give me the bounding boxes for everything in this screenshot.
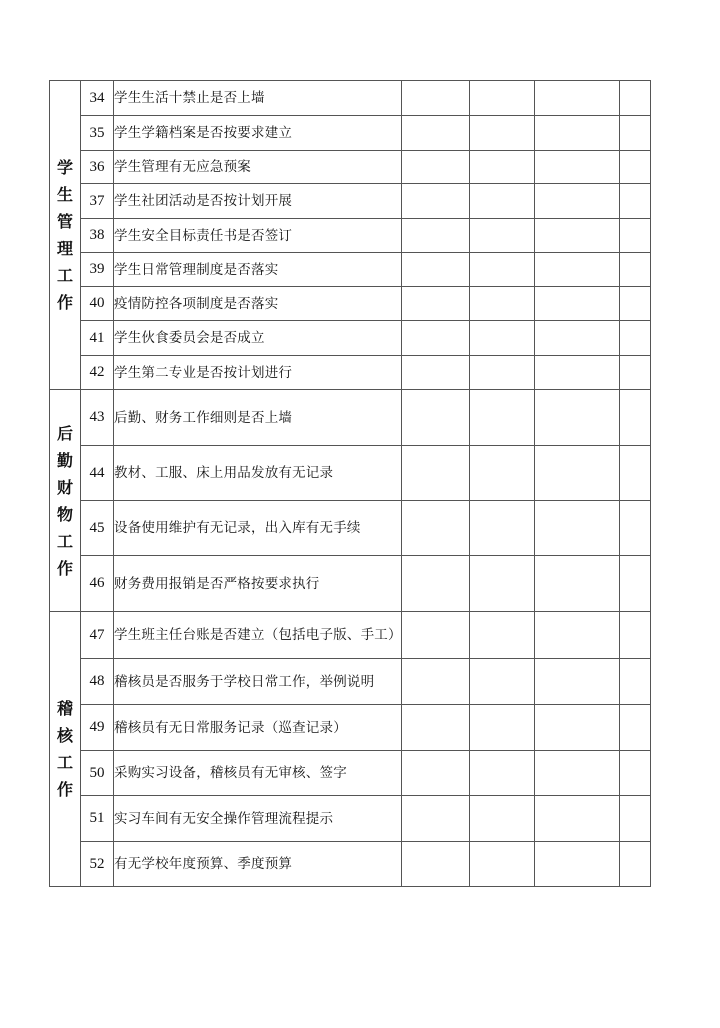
item-number: 49 [81, 705, 114, 751]
table-row [50, 796, 651, 842]
blank-entry-cell[interactable] [535, 356, 620, 390]
blank-entry-cell[interactable] [620, 287, 651, 321]
item-number: 41 [81, 321, 114, 356]
table-row [50, 321, 651, 356]
item-number: 50 [81, 751, 114, 796]
blank-entry-cell[interactable] [402, 705, 470, 751]
blank-entry-cell[interactable] [620, 501, 651, 556]
item-number: 39 [81, 253, 114, 287]
blank-entry-cell[interactable] [620, 390, 651, 446]
category-label: 稽 核 工 作 [56, 699, 73, 799]
item-description: 教材、工服、床上用品发放有无记录 [114, 446, 402, 501]
blank-entry-cell[interactable] [470, 446, 535, 501]
blank-entry-cell[interactable] [402, 356, 470, 390]
table-row [50, 705, 651, 751]
table-row [50, 287, 651, 321]
blank-entry-cell[interactable] [402, 321, 470, 356]
item-number: 40 [81, 287, 114, 321]
category-label: 学 生 管 理 工 作 [56, 158, 73, 312]
blank-entry-cell[interactable] [402, 184, 470, 219]
blank-entry-cell[interactable] [620, 446, 651, 501]
item-number: 47 [81, 612, 114, 659]
inspection-checklist-table [49, 80, 651, 887]
blank-entry-cell[interactable] [620, 184, 651, 219]
item-number: 44 [81, 446, 114, 501]
table-row [50, 390, 651, 446]
blank-entry-cell[interactable] [470, 796, 535, 842]
table-row [50, 556, 651, 612]
blank-entry-cell[interactable] [402, 612, 470, 659]
item-number: 45 [81, 501, 114, 556]
blank-entry-cell[interactable] [470, 501, 535, 556]
item-description: 学生日常管理制度是否落实 [114, 253, 402, 287]
item-number: 46 [81, 556, 114, 612]
blank-entry-cell[interactable] [470, 116, 535, 151]
item-description: 学生班主任台账是否建立（包括电子版、手工） [114, 612, 402, 659]
category-cell [50, 612, 81, 887]
blank-entry-cell[interactable] [620, 356, 651, 390]
blank-entry-cell[interactable] [535, 556, 620, 612]
blank-entry-cell[interactable] [535, 842, 620, 887]
blank-entry-cell[interactable] [402, 796, 470, 842]
blank-entry-cell[interactable] [620, 705, 651, 751]
blank-entry-cell[interactable] [470, 184, 535, 219]
item-description: 学生生活十禁止是否上墙 [114, 81, 402, 116]
table-row [50, 659, 651, 705]
item-description: 学生安全目标责任书是否签订 [114, 219, 402, 253]
blank-entry-cell[interactable] [402, 219, 470, 253]
blank-entry-cell[interactable] [470, 390, 535, 446]
item-number: 36 [81, 151, 114, 184]
blank-entry-cell[interactable] [620, 842, 651, 887]
blank-entry-cell[interactable] [470, 321, 535, 356]
table-row [50, 446, 651, 501]
blank-entry-cell[interactable] [470, 287, 535, 321]
blank-entry-cell[interactable] [402, 842, 470, 887]
table-row [50, 116, 651, 151]
blank-entry-cell[interactable] [470, 219, 535, 253]
blank-entry-cell[interactable] [620, 556, 651, 612]
blank-entry-cell[interactable] [535, 116, 620, 151]
blank-entry-cell[interactable] [535, 81, 620, 116]
blank-entry-cell[interactable] [620, 321, 651, 356]
blank-entry-cell[interactable] [535, 659, 620, 705]
checklist-body [50, 81, 651, 887]
blank-entry-cell[interactable] [620, 796, 651, 842]
item-number: 34 [81, 81, 114, 116]
table-row [50, 751, 651, 796]
blank-entry-cell[interactable] [620, 81, 651, 116]
item-description: 学生伙食委员会是否成立 [114, 321, 402, 356]
item-number: 38 [81, 219, 114, 253]
blank-entry-cell[interactable] [470, 751, 535, 796]
blank-entry-cell[interactable] [535, 390, 620, 446]
item-number: 35 [81, 116, 114, 151]
table-row [50, 151, 651, 184]
blank-entry-cell[interactable] [535, 796, 620, 842]
item-description: 实习车间有无安全操作管理流程提示 [114, 796, 402, 842]
blank-entry-cell[interactable] [535, 705, 620, 751]
blank-entry-cell[interactable] [470, 842, 535, 887]
item-number: 37 [81, 184, 114, 219]
item-description: 稽核员是否服务于学校日常工作，举例说明 [114, 659, 402, 705]
category-cell [50, 390, 81, 612]
blank-entry-cell[interactable] [535, 751, 620, 796]
blank-entry-cell[interactable] [620, 253, 651, 287]
blank-entry-cell[interactable] [470, 556, 535, 612]
item-number: 48 [81, 659, 114, 705]
blank-entry-cell[interactable] [535, 151, 620, 184]
blank-entry-cell[interactable] [535, 501, 620, 556]
item-number: 52 [81, 842, 114, 887]
blank-entry-cell[interactable] [402, 81, 470, 116]
table-row [50, 253, 651, 287]
blank-entry-cell[interactable] [470, 705, 535, 751]
table-row [50, 842, 651, 887]
blank-entry-cell[interactable] [470, 253, 535, 287]
item-description: 学生第二专业是否按计划进行 [114, 356, 402, 390]
blank-entry-cell[interactable] [470, 612, 535, 659]
blank-entry-cell[interactable] [402, 151, 470, 184]
table-row [50, 184, 651, 219]
item-description: 设备使用维护有无记录，出入库有无手续 [114, 501, 402, 556]
blank-entry-cell[interactable] [535, 612, 620, 659]
item-description: 稽核员有无日常服务记录（巡查记录） [114, 705, 402, 751]
blank-entry-cell[interactable] [470, 81, 535, 116]
blank-entry-cell[interactable] [620, 751, 651, 796]
item-description: 财务费用报销是否严格按要求执行 [114, 556, 402, 612]
blank-entry-cell[interactable] [620, 219, 651, 253]
item-description: 有无学校年度预算、季度预算 [114, 842, 402, 887]
blank-entry-cell[interactable] [535, 253, 620, 287]
blank-entry-cell[interactable] [402, 116, 470, 151]
table-row [50, 81, 651, 116]
blank-entry-cell[interactable] [470, 356, 535, 390]
table-row [50, 501, 651, 556]
item-number: 43 [81, 390, 114, 446]
blank-entry-cell[interactable] [535, 184, 620, 219]
blank-entry-cell[interactable] [402, 751, 470, 796]
blank-entry-cell[interactable] [402, 659, 470, 705]
item-description: 学生学籍档案是否按要求建立 [114, 116, 402, 151]
category-label: 后 勤 财 物 工 作 [56, 423, 73, 578]
blank-entry-cell[interactable] [620, 612, 651, 659]
table-row [50, 612, 651, 659]
blank-entry-cell[interactable] [620, 659, 651, 705]
blank-entry-cell[interactable] [535, 219, 620, 253]
item-description: 学生管理有无应急预案 [114, 151, 402, 184]
blank-entry-cell[interactable] [470, 659, 535, 705]
blank-entry-cell[interactable] [402, 390, 470, 446]
table-row [50, 219, 651, 253]
blank-entry-cell[interactable] [402, 446, 470, 501]
blank-entry-cell[interactable] [402, 287, 470, 321]
item-description: 疫情防控各项制度是否落实 [114, 287, 402, 321]
category-cell [50, 81, 81, 390]
blank-entry-cell[interactable] [535, 321, 620, 356]
blank-entry-cell[interactable] [620, 151, 651, 184]
blank-entry-cell[interactable] [470, 151, 535, 184]
item-number: 51 [81, 796, 114, 842]
blank-entry-cell[interactable] [402, 253, 470, 287]
table-row [50, 356, 651, 390]
item-description: 采购实习设备，稽核员有无审核、签字 [114, 751, 402, 796]
blank-entry-cell[interactable] [402, 501, 470, 556]
item-description: 后勤、财务工作细则是否上墙 [114, 390, 402, 446]
item-description: 学生社团活动是否按计划开展 [114, 184, 402, 219]
blank-entry-cell[interactable] [402, 556, 470, 612]
blank-entry-cell[interactable] [535, 287, 620, 321]
blank-entry-cell[interactable] [620, 116, 651, 151]
blank-entry-cell[interactable] [535, 446, 620, 501]
item-number: 42 [81, 356, 114, 390]
